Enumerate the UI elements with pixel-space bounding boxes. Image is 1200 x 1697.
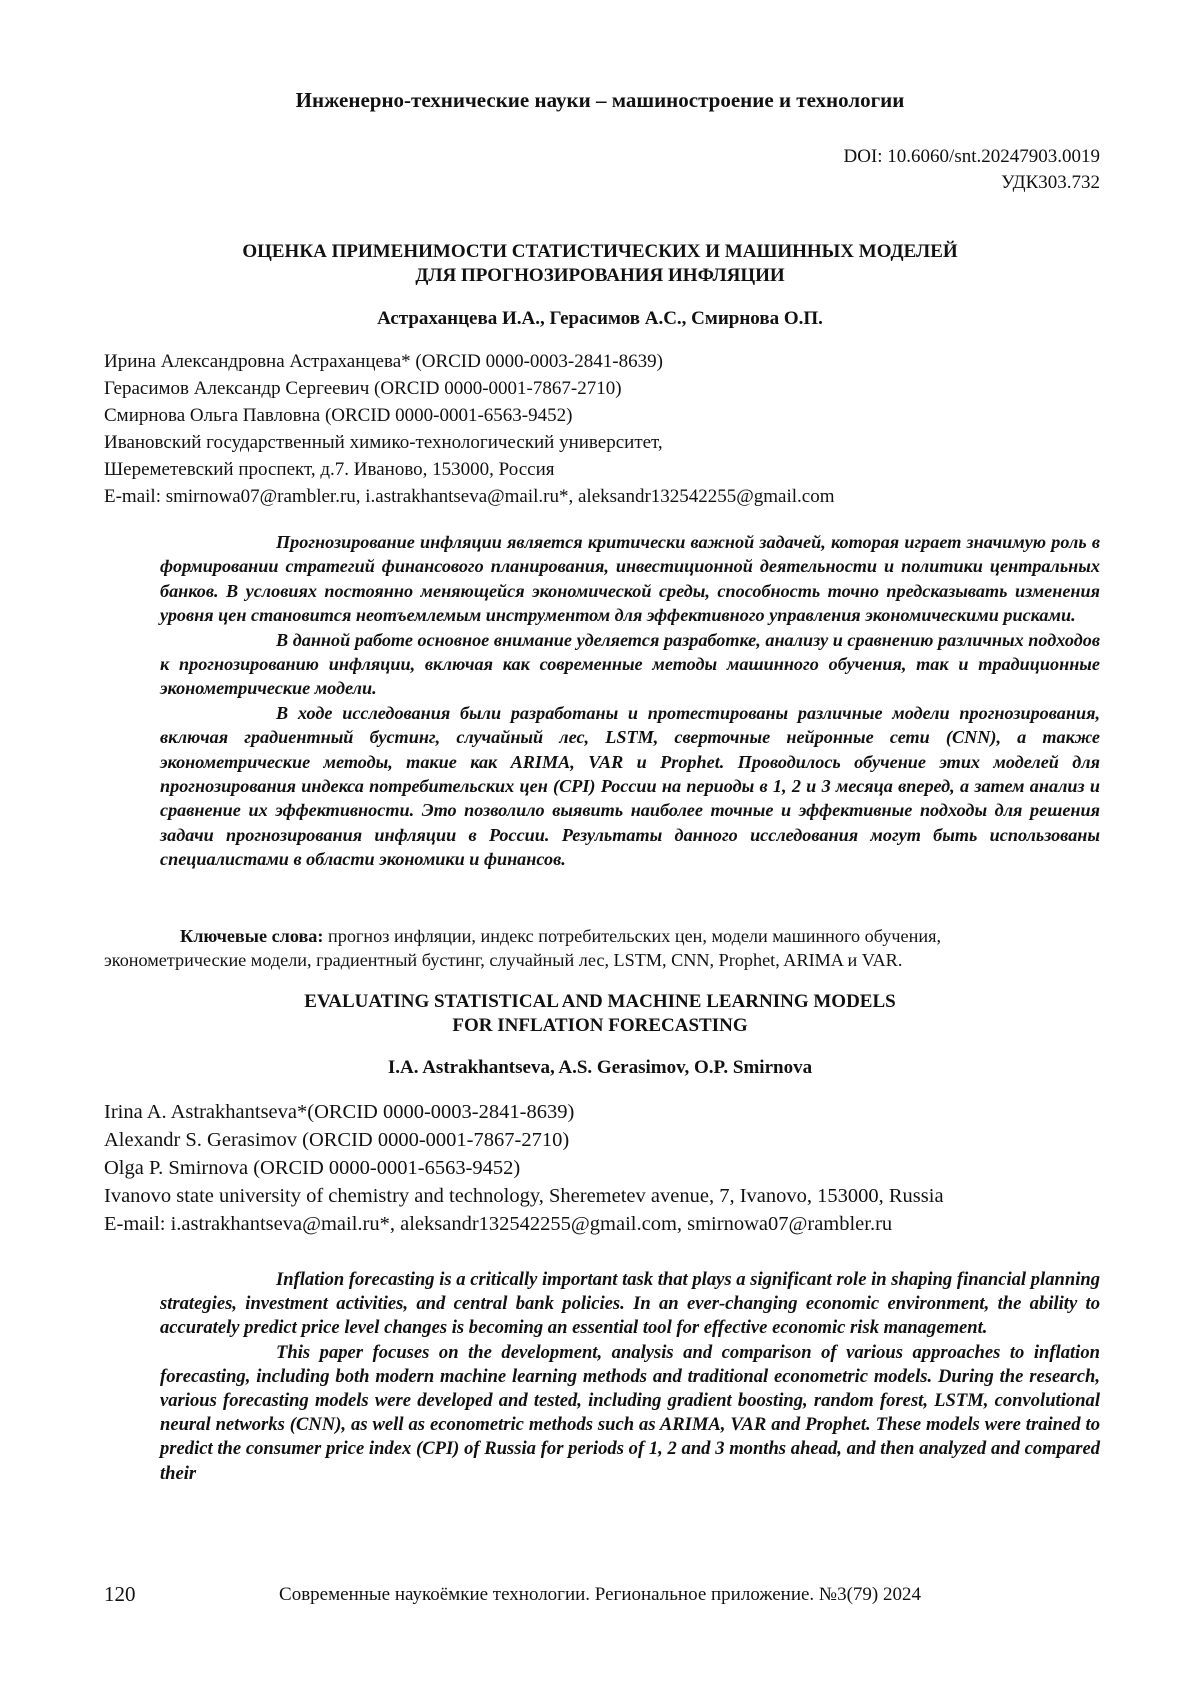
ru-abstract-paragraph: В данной работе основное внимание уделяется разработке, анализу и сравнению различных подходов к прогнозированию инфляции, включая как современные методы машинного обучения, так и традиционные эконометрические модели. [160,629,1100,699]
ru-keywords [104,924,1100,972]
ru-abstract-paragraph: Прогнозирование инфляции является критически важной задачей, которая играет значимую роль в формировании стратегий финансового планирования, инвестиционной деятельности и политики центральных банков. В условиях постоянно меняющейся экономической среды, способность точно предсказывать изменения уровня цен становится неотъемлемым инструментом для эффективного управления экономическими рисками. [160,532,1100,626]
en-title-line: FOR INFLATION FORECASTING [452,1015,748,1036]
section-heading: Инженерно-технические науки – машиностроение и технологии [295,88,905,112]
ru-abstract-paragraph: В ходе исследования были разработаны и протестированы различные модели прогнозирования, включая градиентный бустинг, случайный лес, LSTM, сверточные нейронные сети (CNN), а также эконометрические методы, такие как ARIMA, VAR и Prophet. Проводилось обучение этих моделей для прогнозирования индекса потребительских цен (CPI) России на периоды в 1, 2 и 3 месяца вперед, а затем анализ и сравнение их эффективности. Это позволило выявить наиболее точные и эффективные подходы для решения задачи прогнозирования инфляции в России. Результаты данного исследования могут быть использованы специалистами в области экономики и финансов. [160,702,1100,870]
article-identifiers [844,144,1101,196]
ru-affil-line: Герасимов Александр Сергеевич (ORCID 0000-0001-7867-2710) [104,378,622,399]
keywords-line [104,924,1100,948]
keywords-text: эконометрические модели, градиентный бустинг, случайный лес, LSTM, CNN, Prophet, ARIMA и VAR. [104,950,903,970]
en-abstract-paragraph: This paper focuses on the development, analysis and comparison of various approaches to inflation forecasting, including both modern machine learning methods and traditional econometric models. During the research, various forecasting models were developed and tested, including gradient boosting, random forest, LSTM, convolutional neural networks (CNN), as well as econometric methods such as ARIMA, VAR and Prophet. These models were trained to predict the consumer price index (CPI) of Russia for periods of 1, 2 and 3 months ahead, and then analyzed and compared their [160,1341,1100,1484]
en-email-line: E-mail: i.astrakhantseva@mail.ru*, aleksandr132542255@gmail.com, smirnowa07@rambler.ru [104,1213,893,1235]
keywords-text: прогноз инфляции, индекс потребительских цен, модели машинного обучения, [323,926,942,946]
en-authors: I.A. Astrakhantseva, A.S. Gerasimov, O.P. Smirnova [387,1057,813,1078]
ru-affil-line: Ивановский государственный химико-технологический университет, [104,432,663,453]
ru-abstract [160,530,1100,872]
page-number: 120 [104,1582,136,1606]
udk: УДК303.732 [1001,172,1100,193]
en-affil-line: Alexandr S. Gerasimov (ORCID 0000-0001-7867-2710) [104,1129,570,1151]
en-affiliation [104,1098,944,1238]
ru-title-line: ОЦЕНКА ПРИМЕНИМОСТИ СТАТИСТИЧЕСКИХ И МАШИННЫХ МОДЕЛЕЙ [242,241,958,262]
en-affil-line: Olga P. Smirnova (ORCID 0000-0001-6563-9452) [104,1157,521,1179]
ru-affil-line: Ирина Александровна Астраханцева* (ORCID 0000-0003-2841-8639) [104,351,663,372]
en-affil-line: Ivanovo state university of chemistry and technology, Sheremetev avenue, 7, Ivanovo, 153000, Russia [104,1185,944,1207]
en-affil-line: Irina A. Astrakhantseva*(ORCID 0000-0003-2841-8639) [104,1101,575,1123]
ru-article-title [0,240,1200,288]
ru-email-line: E-mail: smirnowa07@rambler.ru, i.astrakhantseva@mail.ru*, aleksandr132542255@gmail.com [104,486,835,507]
ru-affil-line: Смирнова Ольга Павловна (ORCID 0000-0001-6563-9452) [104,405,573,426]
journal-name: Современные наукоёмкие технологии. Региональное приложение. №3(79) 2024 [279,1584,921,1605]
en-abstract [160,1268,1100,1486]
ru-title-line: ДЛЯ ПРОГНОЗИРОВАНИЯ ИНФЛЯЦИИ [415,265,785,286]
ru-affil-line: Шереметевский проспект, д.7. Иваново, 153000, Россия [104,459,555,480]
en-title-line: EVALUATING STATISTICAL AND MACHINE LEARNING MODELS [304,991,896,1012]
ru-affiliation [104,348,835,510]
doi: DOI: 10.6060/snt.20247903.0019 [843,146,1100,167]
en-article-title [0,990,1200,1038]
ru-authors: Астраханцева И.А., Герасимов А.С., Смирнова О.П. [377,308,823,329]
keywords-label: Ключевые слова: [180,926,324,946]
en-abstract-paragraph: Inflation forecasting is a critically important task that plays a significant role in shaping financial planning strategies, investment activities, and central bank policies. In an ever-changing economic environment, the ability to accurately predict price level changes is becoming an essential tool for effective economic risk management. [160,1269,1100,1339]
